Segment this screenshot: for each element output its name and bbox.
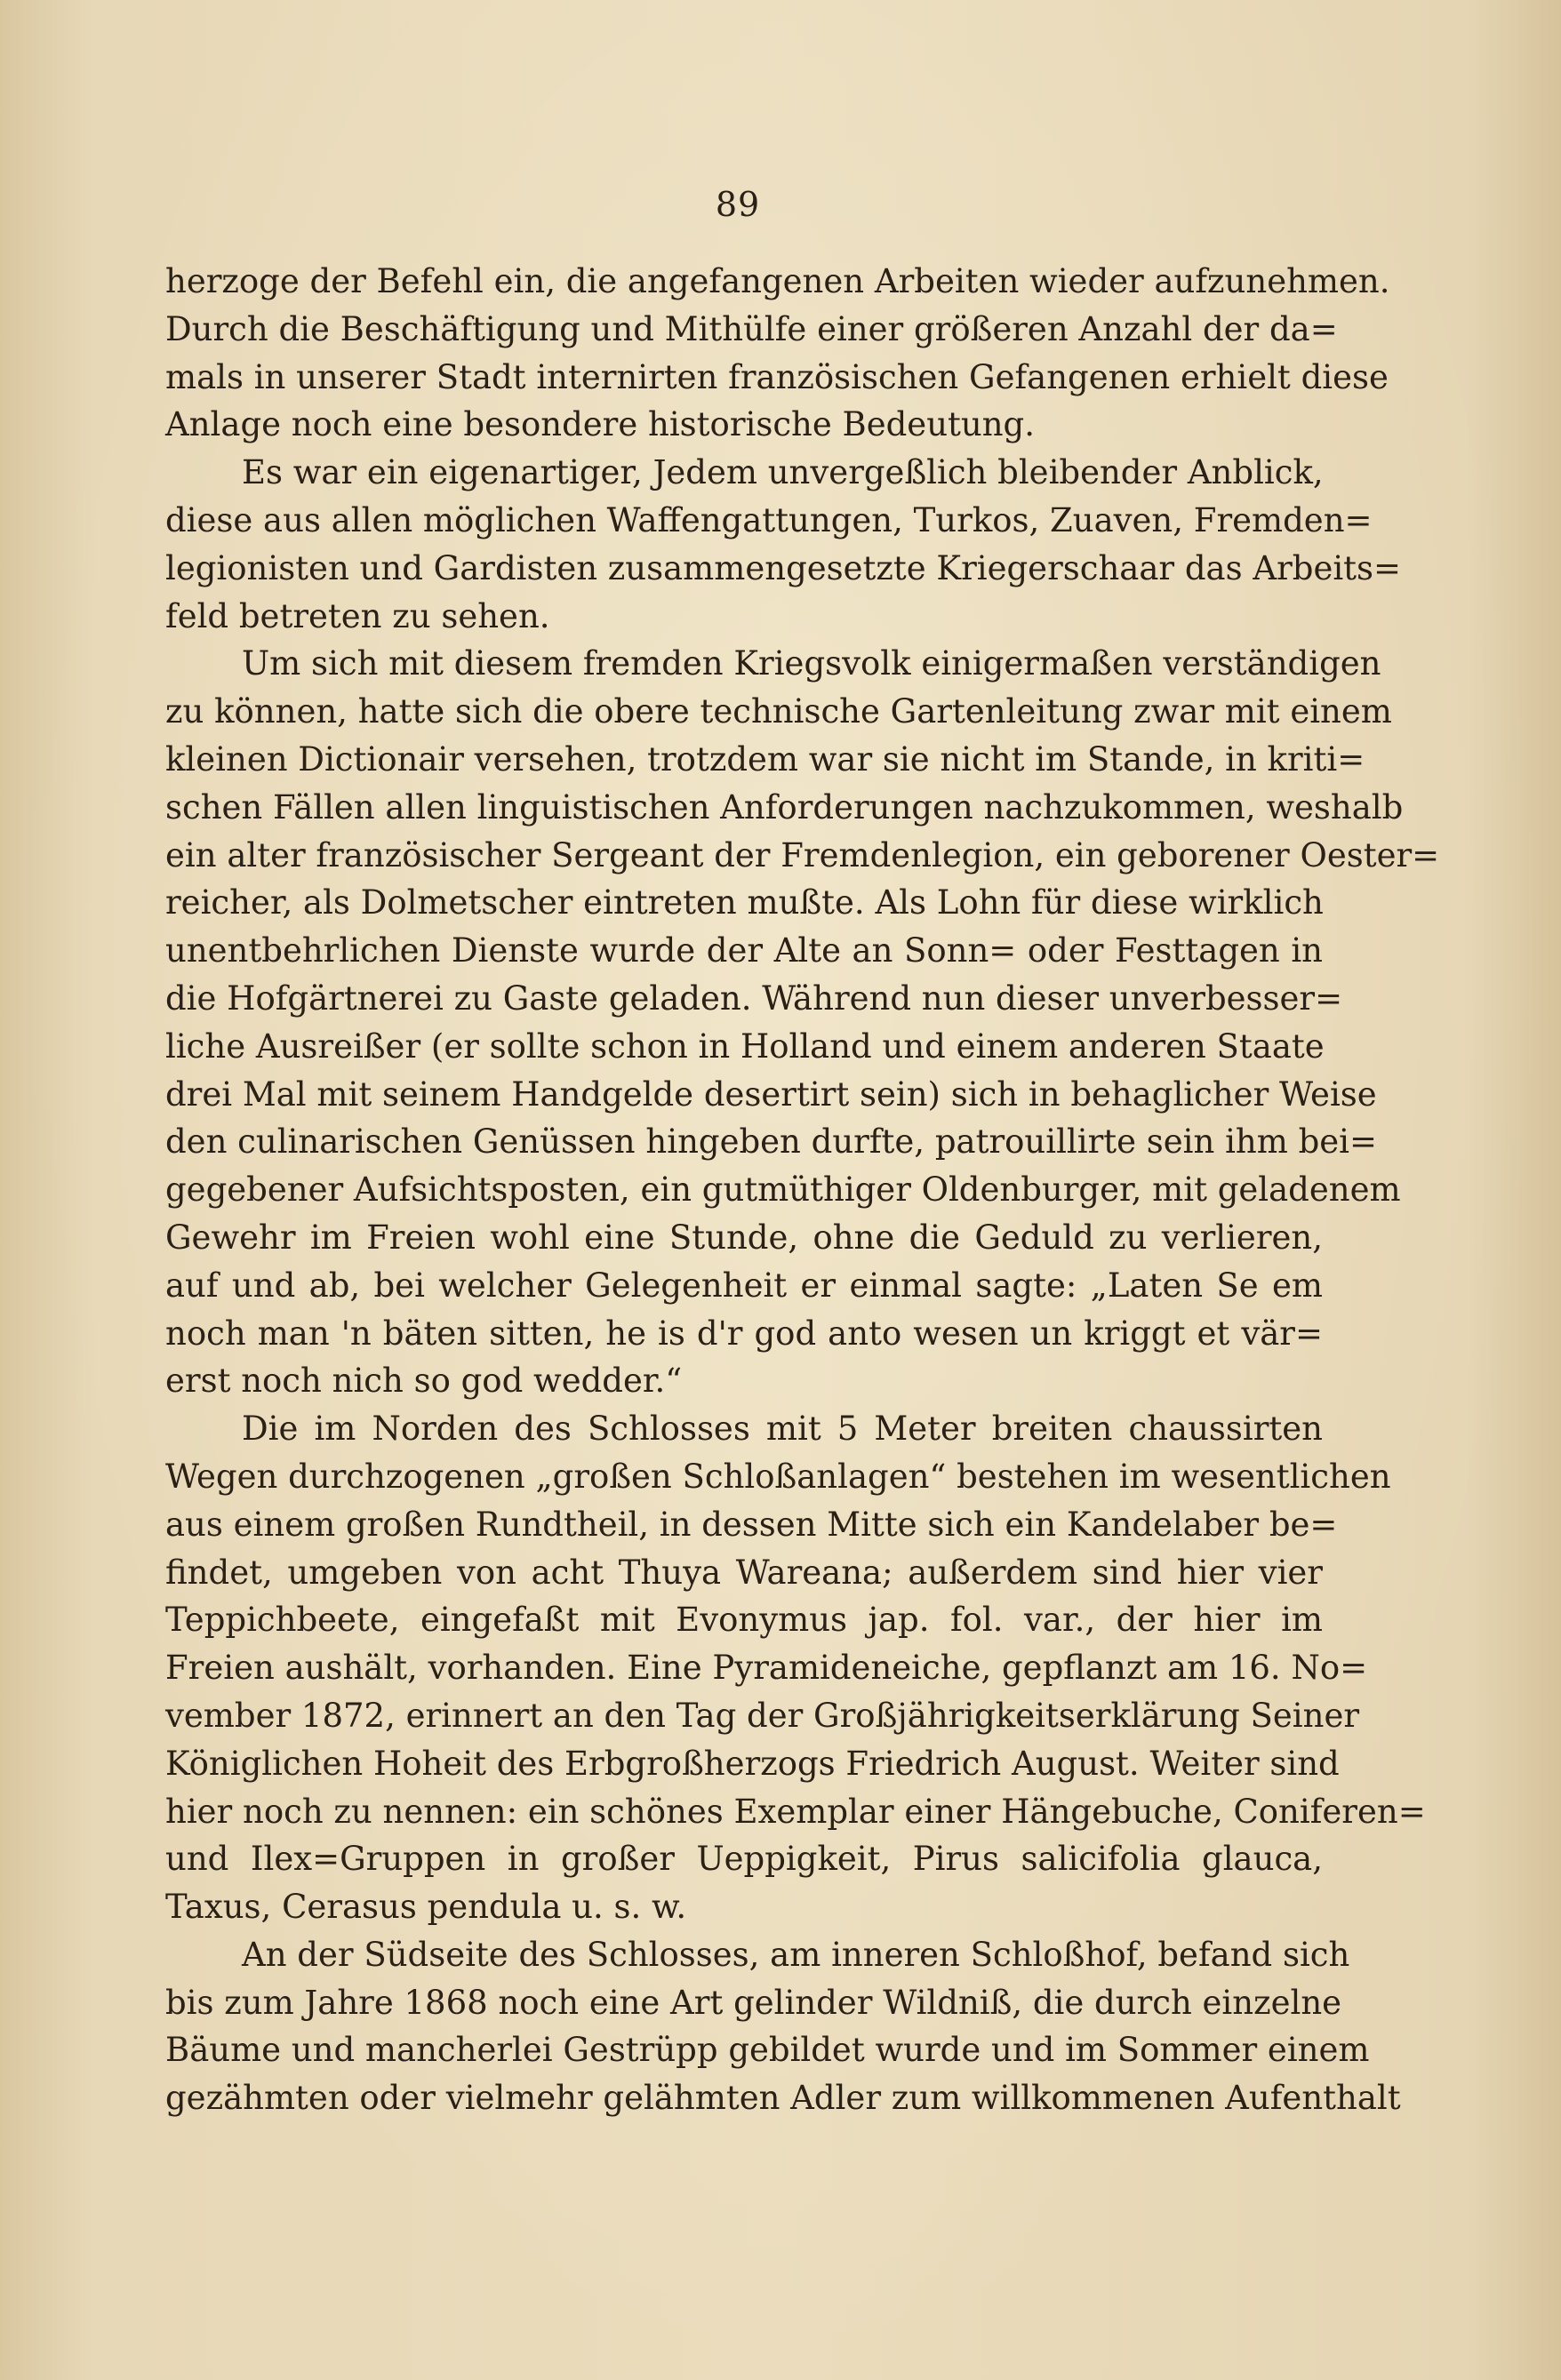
text-line: drei Mal mit seinem Handgelde desertirt sein) sich in behaglicher Weise [165,1074,1377,1114]
text-line: den culinarischen Genüssen hingeben durfte, patrouillirte sein ihm bei= [165,1122,1378,1162]
text-line: Wegen durchzogenen „großen Schloßanlagen“ bestehen im wesentlichen [165,1457,1391,1496]
text-line: diese aus allen möglichen Waffengattungen, Turkos, Zuaven, Fremden= [165,500,1373,539]
text-line: Teppichbeete, eingefaßt mit Evonymus jap. fol. var., der hier im [165,1601,1323,1640]
text-line: Taxus, Cerasus pendula u. s. w. [165,1888,687,1927]
text-line: gegebener Aufsichtsposten, ein gutmüthiger Oldenburger, mit geladenem [165,1170,1401,1210]
text-line: und Ilex=Gruppen in großer Ueppigkeit, Pirus salicifolia glauca, [165,1840,1323,1879]
text-line: unentbehrlichen Dienste wurde der Alte an Sonn= oder Festtagen in [165,931,1323,970]
text-line: Die im Norden des Schlosses mit 5 Meter breiten chaussirten [242,1410,1323,1449]
text-line: liche Ausreißer (er sollte schon in Holland und einem anderen Staate [165,1026,1325,1066]
text-line: legionisten und Gardisten zusammengesetzte Kriegerschaar das Arbeits= [165,548,1402,587]
text-line: auf und ab, bei welcher Gelegenheit er einmal sagte: „Laten Se em [165,1266,1323,1305]
text-line: schen Fällen allen linguistischen Anforderungen nachzukommen, weshalb [165,787,1404,827]
text-line: Königlichen Hoheit des Erbgroßherzogs Friedrich August. Weiter sind [165,1744,1340,1783]
text-line: kleinen Dictionair versehen, trotzdem war sie nicht im Stande, in kriti= [165,739,1365,779]
text-line: Bäume und mancherlei Gestrüpp gebildet wurde und im Sommer einem [165,2031,1370,2070]
text-line: aus einem großen Rundtheil, in dessen Mitte sich ein Kandelaber be= [165,1505,1338,1544]
page-number: 89 [715,185,761,224]
text-line: noch man 'n bäten sitten, he is d'r god anto wesen un kriggt et vär= [165,1314,1323,1353]
text-line: hier noch zu nennen: ein schönes Exemplar einer Hängebuche, Coniferen= [165,1792,1426,1831]
text-line: ein alter französischer Sergeant der Fremdenlegion, ein geborener Oester= [165,835,1440,875]
text-line: reicher, als Dolmetscher eintreten mußte. Als Lohn für diese wirklich [165,883,1324,922]
text-line: zu können, hatte sich die obere technische Gartenleitung zwar mit einem [165,692,1392,731]
text-line: die Hofgärtnerei zu Gaste geladen. Während nun dieser unverbesser= [165,978,1343,1018]
text-line: Anlage noch eine besondere historische Bedeutung. [165,405,1036,444]
text-line: erst noch nich so god wedder.“ [165,1362,683,1401]
text-line: gezähmten oder vielmehr gelähmten Adler zum willkommenen Aufenthalt [165,2079,1401,2118]
text-line: mals in unserer Stadt internirten französischen Gefangenen erhielt diese [165,357,1389,396]
body-text [165,258,1440,2122]
text-line: Es war ein eigenartiger, Jedem unvergeßlich bleibender Anblick, [242,453,1324,492]
text-line: Durch die Beschäftigung und Mithülfe einer größeren Anzahl der da= [165,309,1338,348]
text-line: herzoge der Befehl ein, die angefangenen Arbeiten wieder aufzunehmen. [165,262,1390,300]
text-line: feld betreten zu sehen. [165,596,550,635]
text-line: bis zum Jahre 1868 noch eine Art gelinder Wildniß, die durch einzelne [165,1983,1342,2022]
text-line: findet, umgeben von acht Thuya Wareana; außerdem sind hier vier [165,1553,1323,1592]
text-line: vember 1872, erinnert an den Tag der Großjährigkeitserklärung Seiner [165,1696,1360,1735]
text-line: An der Südseite des Schlosses, am inneren Schloßhof, befand sich [242,1935,1350,1974]
text-line: Um sich mit diesem fremden Kriegsvolk einigermaßen verständigen [242,644,1381,683]
text-line: Gewehr im Freien wohl eine Stunde, ohne die Geduld zu verlieren, [165,1218,1323,1257]
text-line: Freien aushält, vorhanden. Eine Pyramideneiche, gepflanzt am 16. No= [165,1649,1368,1688]
